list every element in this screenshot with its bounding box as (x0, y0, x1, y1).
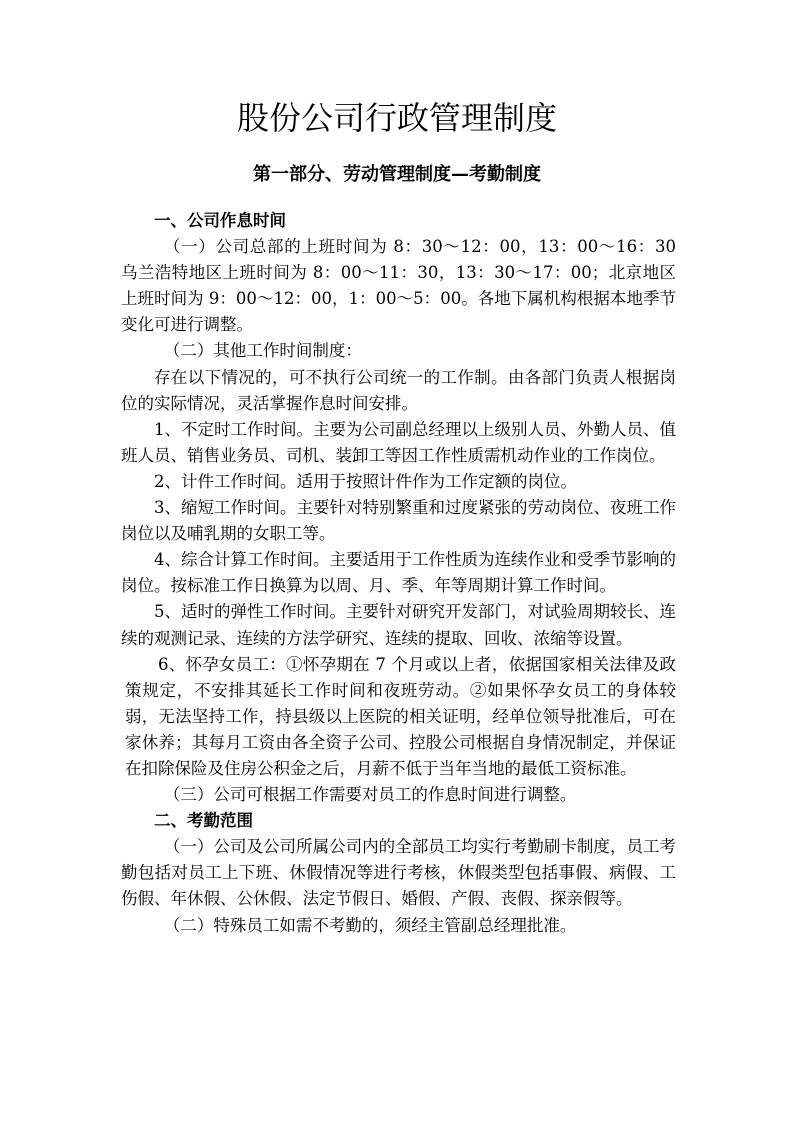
section-heading-attendance-scope: 二、考勤范围 (154, 811, 253, 831)
paragraph-item-1: 1、不定时工作时间。主要为公司副总经理以上级别人员、外勤人员、值班人员、销售业务员、司机、装卸工等因工作性质需机动作业的工作岗位。 (121, 419, 676, 465)
paragraph-attendance-scope: （一）公司及公司所属公司内的全部员工均实行考勤刷卡制度，员工考勤包括对员工上下班、休假情况等进行考核，休假类型包括事假、病假、工伤假、年休假、公休假、法定节假日、婚假、产假、丧假、探亲假等。 (121, 837, 676, 909)
paragraph-other-hours-intro: （二）其他工作时间制度： (163, 341, 362, 361)
document-subtitle: 第一部分、劳动管理制度—考勤制度 (253, 164, 541, 185)
document-title: 股份公司行政管理制度 (236, 99, 557, 137)
paragraph-adjust-hours: （三）公司可根据工作需要对员工的作息时间进行调整。 (163, 785, 577, 805)
paragraph-flexible-schedule: 存在以下情况的，可不执行公司统一的工作制。由各部门负责人根据岗位的实际情况，灵活掌握作息时间安排。 (121, 367, 676, 413)
paragraph-item-6: 6、怀孕女员工：①怀孕期在 7 个月或以上者，依据国家相关法律及政策规定，不安排其延长工作时间和夜班劳动。②如果怀孕女员工的身体较弱，无法坚持工作，持县级以上医院的相关证明，经单位领导批准后，可在家休养；其每月工资由各全资子公司、控股公司根据自身情况制定，并保证在扣除保险及住房公积金之后，月薪不低于当年当地的最低工资标准。 (125, 654, 676, 778)
section-heading-work-hours: 一、公司作息时间 (154, 211, 286, 230)
paragraph-hq-hours: （一）公司总部的上班时间为 8：30～12：00，13：00～16：30 乌兰浩特地区上班时间为 8：00～11：30，13：30～17：00；北京地区上班时间为 9：00～12：00，1：00～5：00。各地下属机构根据本地季节变化可进行调整。 (121, 237, 676, 335)
paragraph-item-3: 3、缩短工作时间。主要针对特别繁重和过度紧张的劳动岗位、夜班工作岗位以及哺乳期的女职工等。 (121, 498, 676, 544)
paragraph-item-5: 5、适时的弹性工作时间。主要针对研究开发部门，对试验周期较长、连续的观测记录、连续的方法学研究、连续的提取、回收、浓缩等设置。 (121, 602, 676, 648)
document-body (121, 208, 676, 939)
paragraph-item-4: 4、综合计算工作时间。主要适用于工作性质为连续作业和受季节影响的岗位。按标准工作日换算为以周、月、季、年等周期计算工作时间。 (121, 550, 676, 596)
paragraph-special-staff: （二）特殊员工如需不考勤的，须经主管副总经理批准。 (163, 915, 577, 935)
paragraph-item-2: 2、计件工作时间。适用于按照计件作为工作定额的岗位。 (154, 471, 577, 491)
